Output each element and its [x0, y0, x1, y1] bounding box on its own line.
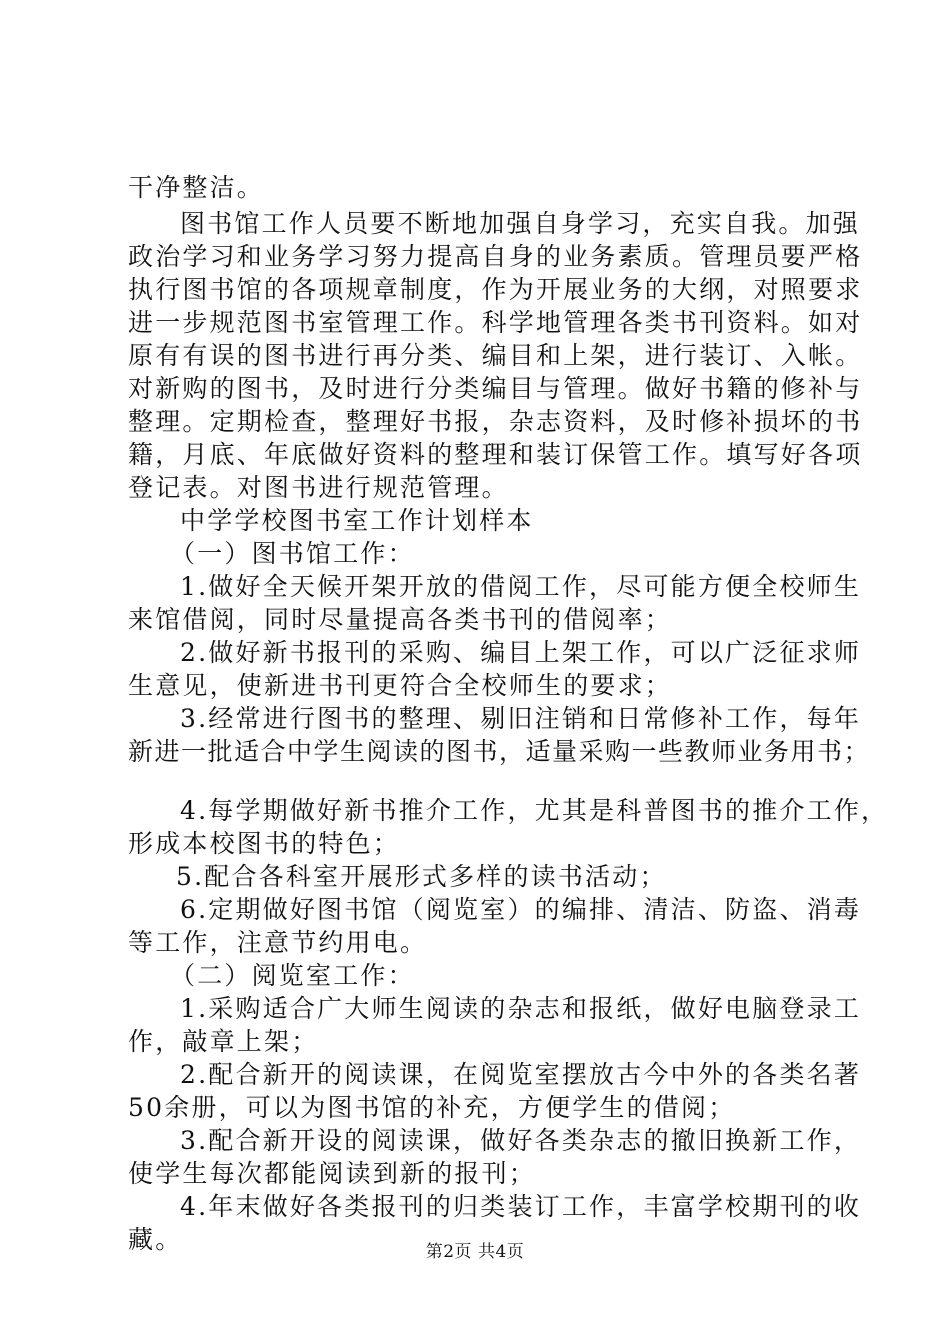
text-line-9: 籍，月底、年底做好资料的整理和装订保管工作。填写好各项 [128, 440, 863, 469]
text-line-28: 50余册，可以为图书馆的补充，方便学生的借阅； [128, 1093, 736, 1122]
text-line-25: 1.采购适合广大师生阅读的杂志和报纸，做好电脑登录工 [180, 994, 862, 1023]
text-line-31: 4.年末做好各类报刊的归类装订工作，丰富学校期刊的收 [180, 1192, 862, 1221]
text-line-23: 等工作，注意节约用电。 [128, 928, 428, 957]
section-heading-reading-room: （二）阅览室工作： [170, 961, 415, 990]
text-line-20: 形成本校图书的特色； [128, 829, 401, 858]
text-line-8: 整理。定期检查，整理好书报，杂志资料，及时修补损坏的书 [128, 407, 863, 436]
text-line-6: 原有有误的图书进行再分类、编目和上架，进行装订、入帐。 [128, 341, 863, 370]
text-line-14: 来馆借阅，同时尽量提高各类书刊的借阅率； [128, 605, 673, 634]
text-line-1: 干净整洁。 [128, 173, 265, 202]
text-line-2: 图书馆工作人员要不断地加强自身学习，充实自我。加强 [180, 209, 861, 238]
text-line-19: 4.每学期做好新书推介工作，尤其是科普图书的推介工作， [180, 796, 889, 825]
text-line-5: 进一步规范图书室管理工作。科学地管理各类书刊资料。如对 [128, 308, 863, 337]
text-line-17: 3.经常进行图书的整理、剔旧注销和日常修补工作，每年 [180, 704, 862, 733]
text-line-13: 1.做好全天候开架开放的借阅工作，尽可能方便全校师生 [180, 572, 862, 601]
section-title: 中学学校图书室工作计划样本 [180, 506, 534, 535]
text-line-16: 生意见，使新进书刊更符合全校师生的要求； [128, 671, 673, 700]
text-line-10: 登记表。对图书进行规范管理。 [128, 473, 509, 502]
text-line-7: 对新购的图书，及时进行分类编目与管理。做好书籍的修补与 [128, 374, 863, 403]
text-line-18: 新进一批适合中学生阅读的图书，适量采购一些教师业务用书； [128, 737, 871, 766]
section-heading-library: （一）图书馆工作： [170, 539, 415, 568]
text-line-32: 藏。 [128, 1225, 183, 1254]
text-line-27: 2.配合新开的阅读课，在阅览室摆放古今中外的各类名著 [180, 1060, 862, 1089]
text-line-26: 作，敲章上架； [128, 1027, 319, 1056]
page-footer: 第2页 共4页 [425, 1242, 525, 1262]
text-line-30: 使学生每次都能阅读到新的报刊； [128, 1159, 537, 1188]
text-line-21: 5.配合各科室开展形式多样的读书活动； [176, 862, 667, 891]
text-line-29: 3.配合新开设的阅读课，做好各类杂志的撤旧换新工作， [180, 1126, 862, 1155]
text-line-22: 6.定期做好图书馆（阅览室）的编排、清洁、防盗、消毒 [180, 895, 862, 924]
text-line-4: 执行图书馆的各项规章制度，作为开展业务的大纲，对照要求 [128, 275, 863, 304]
text-line-15: 2.做好新书报刊的采购、编目上架工作，可以广泛征求师 [180, 638, 862, 667]
text-line-3: 政治学习和业务学习努力提高自身的业务素质。管理员要严格 [128, 242, 863, 271]
